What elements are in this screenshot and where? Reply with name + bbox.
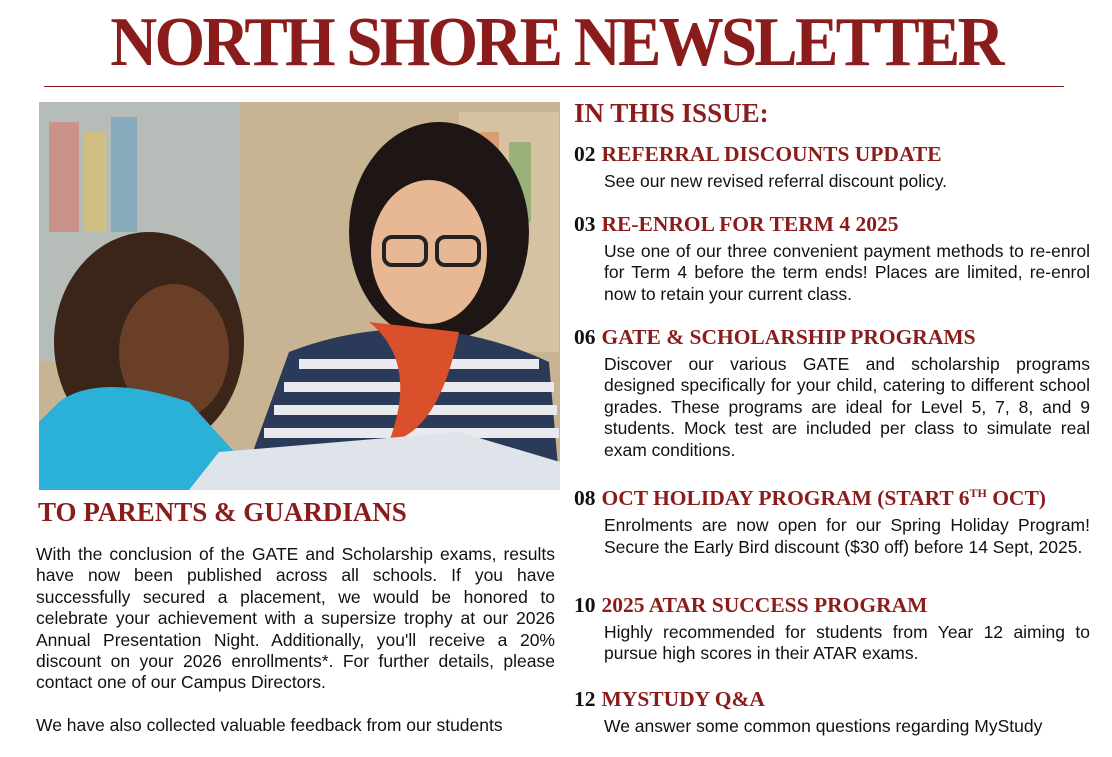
- page-number: 06: [574, 325, 596, 349]
- page-number: 02: [574, 142, 596, 166]
- entry-body: We answer some common questions regarding MyStudy: [604, 716, 1043, 736]
- issue-entry: [574, 480, 1090, 558]
- lead-paragraph: We have also collected valuable feedback from our students: [36, 714, 503, 735]
- in-this-issue-title: IN THIS ISSUE:: [574, 98, 769, 128]
- masthead-divider: [44, 86, 1064, 87]
- entry-title: MYSTUDY Q&A: [601, 687, 765, 711]
- entry-heading: [574, 141, 1090, 167]
- entry-title: REFERRAL DISCOUNTS UPDATE: [601, 142, 942, 166]
- issue-entry: [574, 592, 1090, 665]
- lead-heading: TO PARENTS & GUARDIANS: [38, 497, 407, 527]
- page-number: 08: [574, 486, 596, 511]
- entry-title-tail: OCT): [986, 486, 1046, 511]
- entry-title: 2025 ATAR SUCCESS PROGRAM: [601, 593, 928, 617]
- entry-body: Highly recommended for students from Year 12 aiming to pursue high scores in their ATAR exams.: [604, 622, 1090, 664]
- issue-entry: [574, 686, 1090, 737]
- lead-paragraph: With the conclusion of the GATE and Scholarship exams, results have now been published across all schools. If you have successfully secured a placement, we would be honored to celebrate your achievement with a supersize trophy at our 2026 Annual Presentation Night. Additionally, you'll receive a 20% discount on your 2026 enrollments*. For further details, please contact one of our Campus Directors.: [36, 544, 555, 693]
- page-number: 10: [574, 593, 596, 617]
- entry-heading: [574, 211, 1090, 237]
- cover-photo: [39, 102, 560, 490]
- page-number: 12: [574, 687, 596, 711]
- entry-heading: [574, 686, 1090, 712]
- entry-heading: [574, 324, 1090, 350]
- newsletter-masthead: NORTH SHORE NEWSLETTER: [110, 4, 1002, 81]
- entry-title: [602, 486, 1046, 510]
- entry-title: RE-ENROL FOR TERM 4 2025: [601, 212, 899, 236]
- entry-heading: [574, 480, 1090, 511]
- issue-entry: [574, 324, 1090, 461]
- entry-body: Enrolments are now open for our Spring Holiday Program! Secure the Early Bird discount ($30 off) before 14 Sept, 2025.: [604, 515, 1090, 557]
- entry-body: See our new revised referral discount policy.: [604, 171, 948, 191]
- entry-title-superscript: TH: [969, 486, 987, 500]
- entry-body: Use one of our three convenient payment methods to re-enrol for Term 4 before the term ends! Places are limited, re-enrol now to retain your current class.: [604, 241, 1090, 304]
- issue-entry: [574, 141, 1090, 192]
- lead-body: [36, 544, 555, 757]
- page-number: 03: [574, 212, 596, 236]
- entry-title-main: OCT HOLIDAY PROGRAM (START 6: [601, 486, 970, 511]
- entry-heading: [574, 592, 1090, 618]
- entry-body: Discover our various GATE and scholarship programs designed specifically for your child, catering to different school grades. These programs are ideal for Level 5, 7, 8, and 9 students. Mock test are included per class to simulate real exam conditions.: [604, 354, 1090, 460]
- entry-title: GATE & SCHOLARSHIP PROGRAMS: [601, 325, 976, 349]
- issue-entry: [574, 211, 1090, 305]
